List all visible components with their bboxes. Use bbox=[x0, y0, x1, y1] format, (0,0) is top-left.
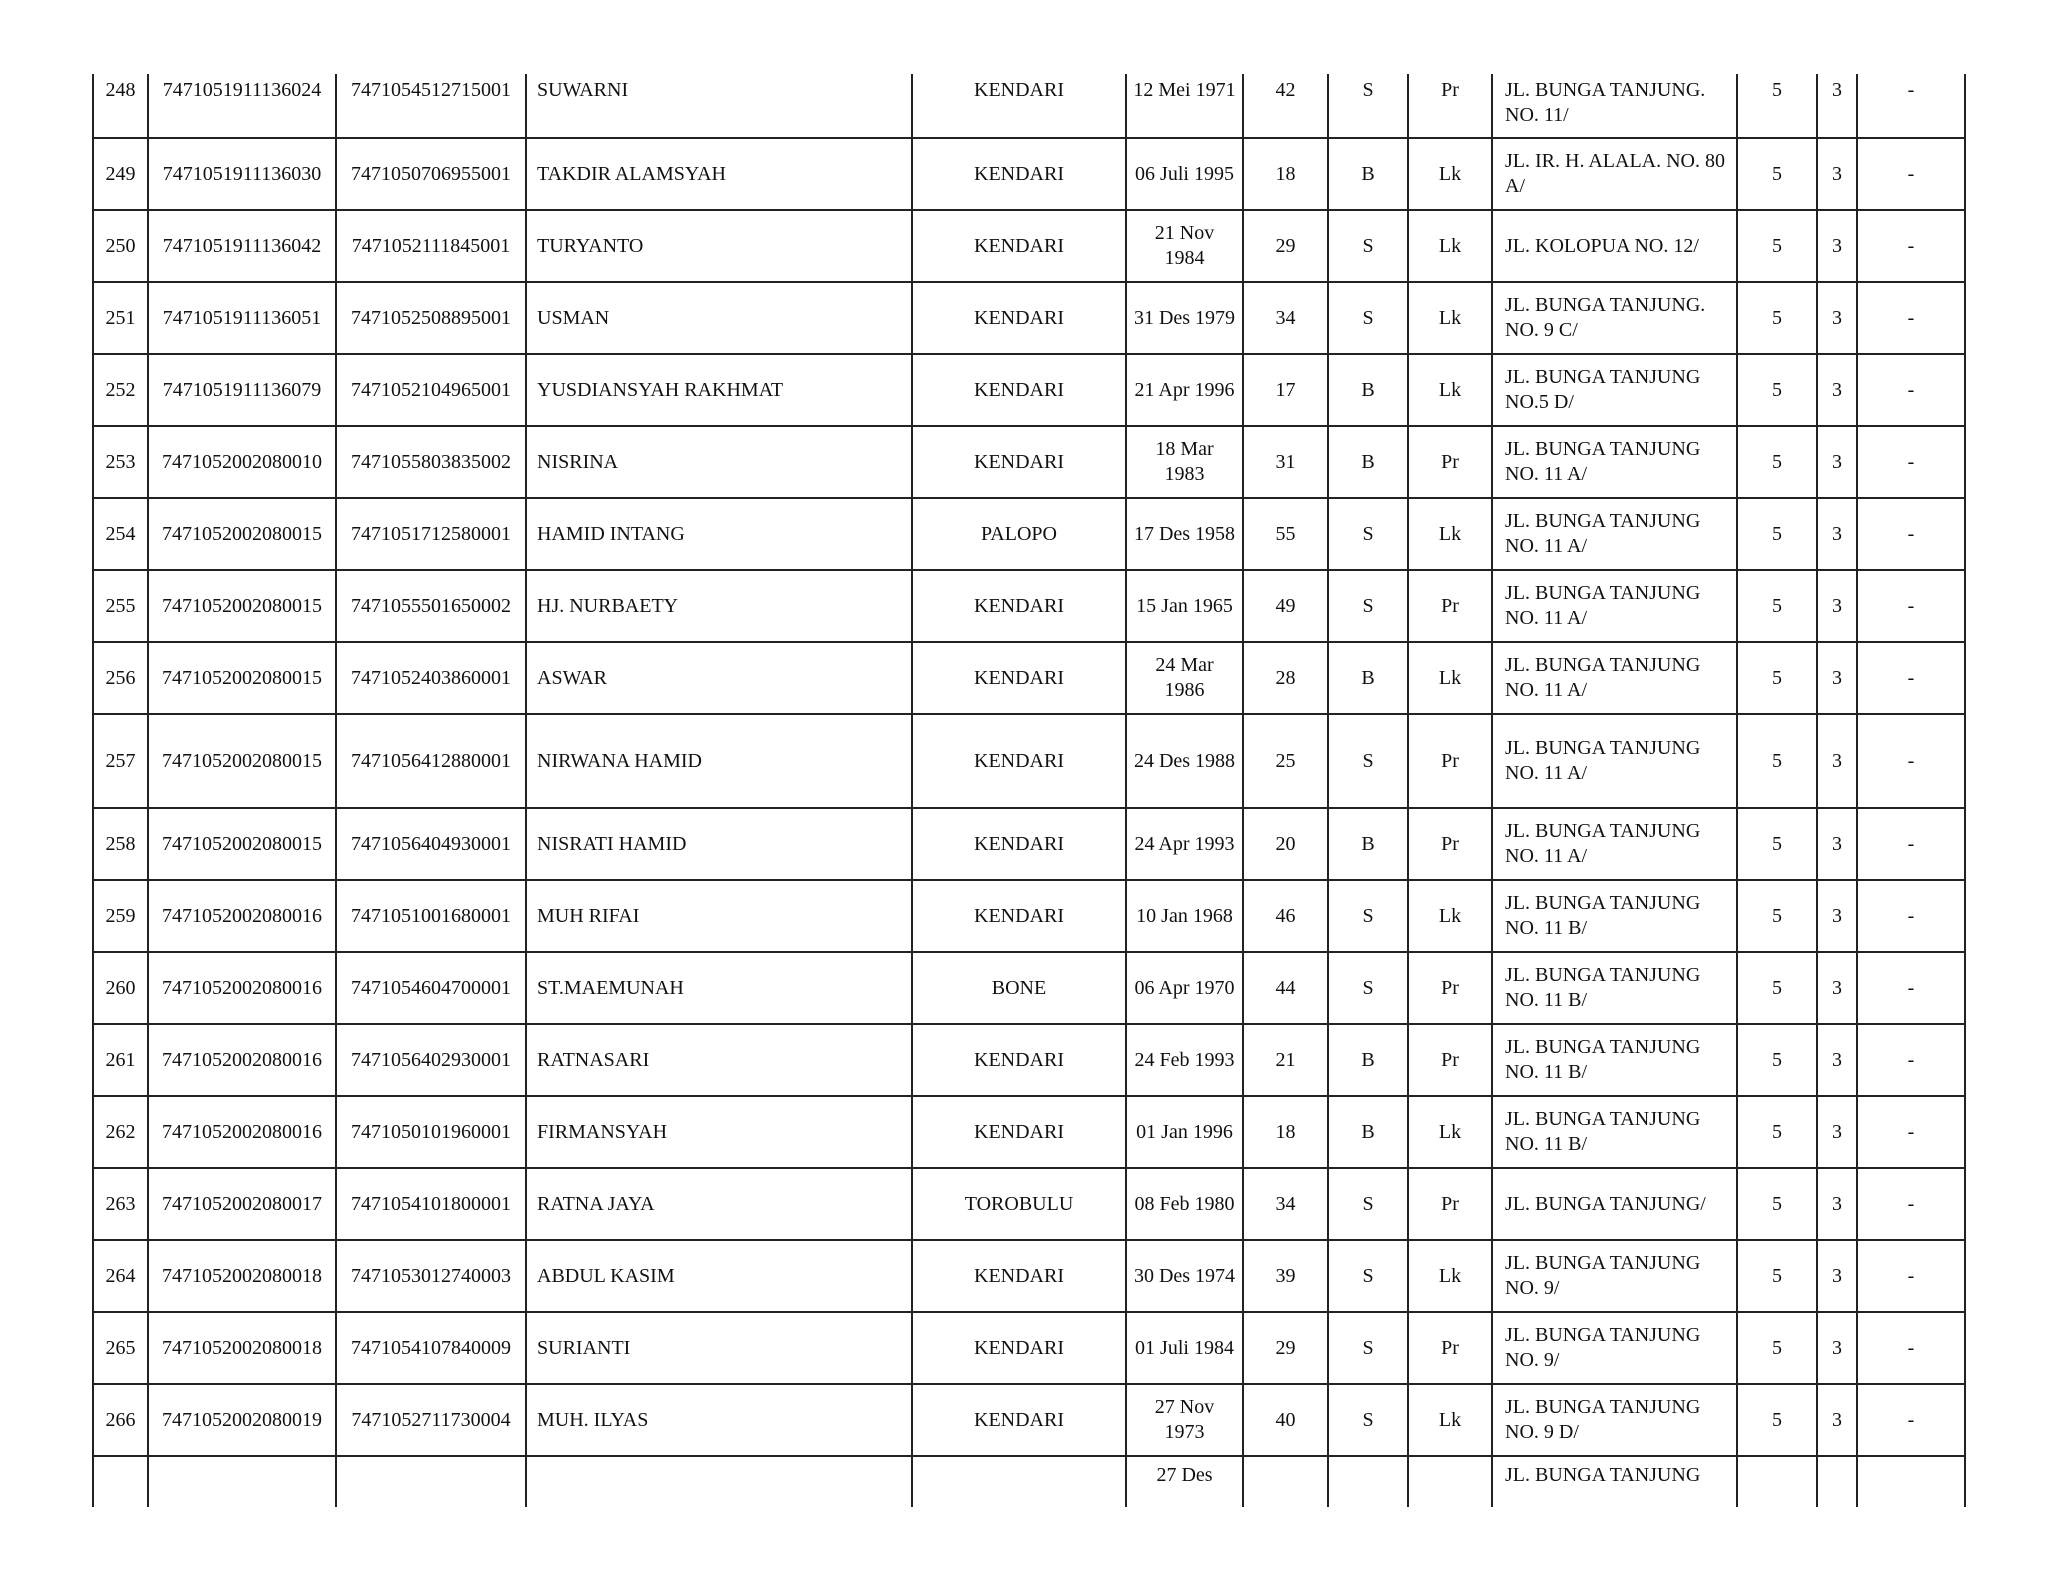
resident-table-page bbox=[92, 74, 1964, 1507]
row-number-cell: 264 bbox=[93, 1240, 148, 1312]
row-number-cell: 256 bbox=[93, 642, 148, 714]
birth-place-cell: KENDARI bbox=[912, 880, 1126, 952]
table-row bbox=[93, 880, 1965, 952]
marital-status-cell: S bbox=[1328, 952, 1408, 1024]
id-number-cell: 7471052711730004 bbox=[336, 1384, 526, 1456]
birth-date-cell: 01 Juli 1984 bbox=[1126, 1312, 1243, 1384]
rt-number-cell: 5 bbox=[1737, 1384, 1817, 1456]
birth-place-cell: KENDARI bbox=[912, 426, 1126, 498]
marital-status-cell: S bbox=[1328, 74, 1408, 138]
table-row bbox=[93, 282, 1965, 354]
marital-status-cell: B bbox=[1328, 426, 1408, 498]
marital-status-cell: B bbox=[1328, 138, 1408, 210]
full-name-cell: ASWAR bbox=[526, 642, 912, 714]
full-name-cell: TAKDIR ALAMSYAH bbox=[526, 138, 912, 210]
address-cell: JL. BUNGA TANJUNG. NO. 11/ bbox=[1492, 74, 1737, 138]
rw-number-cell: 3 bbox=[1817, 1384, 1857, 1456]
address-cell: JL. BUNGA TANJUNG NO. 11 A/ bbox=[1492, 498, 1737, 570]
birth-date-cell: 01 Jan 1996 bbox=[1126, 1096, 1243, 1168]
birth-place-cell: KENDARI bbox=[912, 138, 1126, 210]
birth-date-cell: 24 Feb 1993 bbox=[1126, 1024, 1243, 1096]
sex-cell: Pr bbox=[1408, 570, 1492, 642]
note-cell: - bbox=[1857, 354, 1965, 426]
address-cell: JL. BUNGA TANJUNG NO. 11 B/ bbox=[1492, 1096, 1737, 1168]
address-cell: JL. BUNGA TANJUNG. NO. 9 C/ bbox=[1492, 282, 1737, 354]
note-cell: - bbox=[1857, 714, 1965, 808]
note-cell: - bbox=[1857, 1096, 1965, 1168]
address-cell: JL. KOLOPUA NO. 12/ bbox=[1492, 210, 1737, 282]
family-card-number-cell: 7471052002080017 bbox=[148, 1168, 336, 1240]
age-cell: 20 bbox=[1243, 808, 1328, 880]
family-card-number-cell: 7471052002080016 bbox=[148, 1024, 336, 1096]
marital-status-cell: S bbox=[1328, 1312, 1408, 1384]
sex-cell: Lk bbox=[1408, 1240, 1492, 1312]
row-number-cell: 259 bbox=[93, 880, 148, 952]
sex-cell: Lk bbox=[1408, 498, 1492, 570]
family-card-number-cell: 7471052002080016 bbox=[148, 952, 336, 1024]
table-row bbox=[93, 1240, 1965, 1312]
rt-number-cell: 5 bbox=[1737, 714, 1817, 808]
rt-number-cell: 5 bbox=[1737, 642, 1817, 714]
rw-number-cell: 3 bbox=[1817, 1312, 1857, 1384]
age-cell: 34 bbox=[1243, 282, 1328, 354]
row-number-cell: 258 bbox=[93, 808, 148, 880]
marital-status-cell: B bbox=[1328, 808, 1408, 880]
full-name-cell: RATNA JAYA bbox=[526, 1168, 912, 1240]
rt-number-cell: 5 bbox=[1737, 1024, 1817, 1096]
note-cell: - bbox=[1857, 1312, 1965, 1384]
row-number-cell bbox=[93, 1456, 148, 1507]
rt-number-cell: 5 bbox=[1737, 210, 1817, 282]
note-cell: - bbox=[1857, 1024, 1965, 1096]
table-row bbox=[93, 498, 1965, 570]
age-cell: 28 bbox=[1243, 642, 1328, 714]
rw-number-cell: 3 bbox=[1817, 880, 1857, 952]
sex-cell: Pr bbox=[1408, 952, 1492, 1024]
birth-place-cell: KENDARI bbox=[912, 1312, 1126, 1384]
marital-status-cell: B bbox=[1328, 354, 1408, 426]
rw-number-cell: 3 bbox=[1817, 1240, 1857, 1312]
rt-number-cell: 5 bbox=[1737, 426, 1817, 498]
family-card-number-cell: 7471052002080019 bbox=[148, 1384, 336, 1456]
rw-number-cell: 3 bbox=[1817, 354, 1857, 426]
table-row bbox=[93, 714, 1965, 808]
row-number-cell: 254 bbox=[93, 498, 148, 570]
birth-date-cell: 31 Des 1979 bbox=[1126, 282, 1243, 354]
family-card-number-cell: 7471051911136024 bbox=[148, 74, 336, 138]
note-cell: - bbox=[1857, 1240, 1965, 1312]
sex-cell: Lk bbox=[1408, 1096, 1492, 1168]
id-number-cell: 7471054512715001 bbox=[336, 74, 526, 138]
id-number-cell: 7471054604700001 bbox=[336, 952, 526, 1024]
age-cell: 49 bbox=[1243, 570, 1328, 642]
row-number-cell: 255 bbox=[93, 570, 148, 642]
age-cell: 17 bbox=[1243, 354, 1328, 426]
row-number-cell: 249 bbox=[93, 138, 148, 210]
id-number-cell: 7471052403860001 bbox=[336, 642, 526, 714]
sex-cell: Lk bbox=[1408, 210, 1492, 282]
sex-cell: Lk bbox=[1408, 354, 1492, 426]
address-cell: JL. BUNGA TANJUNG NO. 9/ bbox=[1492, 1240, 1737, 1312]
sex-cell bbox=[1408, 1456, 1492, 1507]
birth-place-cell: TOROBULU bbox=[912, 1168, 1126, 1240]
marital-status-cell: S bbox=[1328, 1240, 1408, 1312]
address-cell: JL. BUNGA TANJUNG NO. 11 A/ bbox=[1492, 808, 1737, 880]
id-number-cell: 7471053012740003 bbox=[336, 1240, 526, 1312]
table-row bbox=[93, 210, 1965, 282]
marital-status-cell: S bbox=[1328, 570, 1408, 642]
marital-status-cell: B bbox=[1328, 1096, 1408, 1168]
row-number-cell: 248 bbox=[93, 74, 148, 138]
family-card-number-cell: 7471051911136079 bbox=[148, 354, 336, 426]
family-card-number-cell: 7471052002080016 bbox=[148, 880, 336, 952]
marital-status-cell bbox=[1328, 1456, 1408, 1507]
birth-date-cell: 27 Nov 1973 bbox=[1126, 1384, 1243, 1456]
rt-number-cell: 5 bbox=[1737, 138, 1817, 210]
address-cell: JL. BUNGA TANJUNG NO. 11 A/ bbox=[1492, 642, 1737, 714]
rt-number-cell: 5 bbox=[1737, 74, 1817, 138]
address-cell: JL. BUNGA TANJUNG NO. 11 A/ bbox=[1492, 714, 1737, 808]
sex-cell: Pr bbox=[1408, 1312, 1492, 1384]
address-cell: JL. BUNGA TANJUNG/ bbox=[1492, 1168, 1737, 1240]
table-row bbox=[93, 1096, 1965, 1168]
rw-number-cell: 3 bbox=[1817, 426, 1857, 498]
id-number-cell: 7471056404930001 bbox=[336, 808, 526, 880]
rt-number-cell: 5 bbox=[1737, 498, 1817, 570]
sex-cell: Pr bbox=[1408, 808, 1492, 880]
rt-number-cell: 5 bbox=[1737, 880, 1817, 952]
note-cell: - bbox=[1857, 570, 1965, 642]
address-cell: JL. IR. H. ALALA. NO. 80 A/ bbox=[1492, 138, 1737, 210]
birth-date-cell: 15 Jan 1965 bbox=[1126, 570, 1243, 642]
address-cell: JL. BUNGA TANJUNG NO. 11 B/ bbox=[1492, 1024, 1737, 1096]
birth-date-cell: 06 Apr 1970 bbox=[1126, 952, 1243, 1024]
table-row bbox=[93, 1024, 1965, 1096]
note-cell: - bbox=[1857, 642, 1965, 714]
row-number-cell: 250 bbox=[93, 210, 148, 282]
rt-number-cell: 5 bbox=[1737, 354, 1817, 426]
rt-number-cell: 5 bbox=[1737, 808, 1817, 880]
full-name-cell: SURIANTI bbox=[526, 1312, 912, 1384]
address-cell: JL. BUNGA TANJUNG NO. 11 A/ bbox=[1492, 426, 1737, 498]
birth-place-cell: KENDARI bbox=[912, 74, 1126, 138]
id-number-cell: 7471051712580001 bbox=[336, 498, 526, 570]
rw-number-cell: 3 bbox=[1817, 282, 1857, 354]
age-cell: 29 bbox=[1243, 210, 1328, 282]
marital-status-cell: S bbox=[1328, 714, 1408, 808]
note-cell: - bbox=[1857, 210, 1965, 282]
sex-cell: Lk bbox=[1408, 1384, 1492, 1456]
rw-number-cell: 3 bbox=[1817, 1096, 1857, 1168]
note-cell: - bbox=[1857, 880, 1965, 952]
age-cell: 40 bbox=[1243, 1384, 1328, 1456]
family-card-number-cell: 7471052002080010 bbox=[148, 426, 336, 498]
birth-place-cell: KENDARI bbox=[912, 1096, 1126, 1168]
full-name-cell: YUSDIANSYAH RAKHMAT bbox=[526, 354, 912, 426]
row-number-cell: 260 bbox=[93, 952, 148, 1024]
rw-number-cell: 3 bbox=[1817, 74, 1857, 138]
birth-date-cell: 24 Mar 1986 bbox=[1126, 642, 1243, 714]
note-cell: - bbox=[1857, 282, 1965, 354]
family-card-number-cell: 7471051911136030 bbox=[148, 138, 336, 210]
age-cell: 34 bbox=[1243, 1168, 1328, 1240]
note-cell: - bbox=[1857, 808, 1965, 880]
birth-place-cell: KENDARI bbox=[912, 1240, 1126, 1312]
address-cell: JL. BUNGA TANJUNG NO.5 D/ bbox=[1492, 354, 1737, 426]
rw-number-cell: 3 bbox=[1817, 714, 1857, 808]
family-card-number-cell: 7471051911136051 bbox=[148, 282, 336, 354]
table-row bbox=[93, 1168, 1965, 1240]
table-row-partial bbox=[93, 1456, 1965, 1507]
resident-table bbox=[92, 74, 1966, 1507]
sex-cell: Lk bbox=[1408, 282, 1492, 354]
full-name-cell: ST.MAEMUNAH bbox=[526, 952, 912, 1024]
table-row bbox=[93, 354, 1965, 426]
age-cell: 18 bbox=[1243, 138, 1328, 210]
age-cell: 46 bbox=[1243, 880, 1328, 952]
rt-number-cell: 5 bbox=[1737, 1240, 1817, 1312]
birth-date-cell: 24 Des 1988 bbox=[1126, 714, 1243, 808]
birth-place-cell: KENDARI bbox=[912, 282, 1126, 354]
marital-status-cell: S bbox=[1328, 1384, 1408, 1456]
full-name-cell: ABDUL KASIM bbox=[526, 1240, 912, 1312]
rt-number-cell: 5 bbox=[1737, 1168, 1817, 1240]
row-number-cell: 251 bbox=[93, 282, 148, 354]
address-cell: JL. BUNGA TANJUNG NO. 11 B/ bbox=[1492, 952, 1737, 1024]
rt-number-cell: 5 bbox=[1737, 952, 1817, 1024]
table-row bbox=[93, 642, 1965, 714]
id-number-cell: 7471056412880001 bbox=[336, 714, 526, 808]
note-cell: - bbox=[1857, 1168, 1965, 1240]
row-number-cell: 263 bbox=[93, 1168, 148, 1240]
table-row bbox=[93, 74, 1965, 138]
marital-status-cell: S bbox=[1328, 880, 1408, 952]
birth-place-cell: KENDARI bbox=[912, 714, 1126, 808]
rw-number-cell bbox=[1817, 1456, 1857, 1507]
family-card-number-cell: 7471052002080015 bbox=[148, 570, 336, 642]
row-number-cell: 266 bbox=[93, 1384, 148, 1456]
table-row bbox=[93, 138, 1965, 210]
marital-status-cell: B bbox=[1328, 642, 1408, 714]
age-cell: 21 bbox=[1243, 1024, 1328, 1096]
table-row bbox=[93, 1384, 1965, 1456]
age-cell bbox=[1243, 1456, 1328, 1507]
rw-number-cell: 3 bbox=[1817, 642, 1857, 714]
marital-status-cell: S bbox=[1328, 210, 1408, 282]
age-cell: 25 bbox=[1243, 714, 1328, 808]
rw-number-cell: 3 bbox=[1817, 210, 1857, 282]
family-card-number-cell: 7471052002080018 bbox=[148, 1240, 336, 1312]
note-cell: - bbox=[1857, 1384, 1965, 1456]
id-number-cell: 7471050101960001 bbox=[336, 1096, 526, 1168]
id-number-cell: 7471056402930001 bbox=[336, 1024, 526, 1096]
address-cell: JL. BUNGA TANJUNG NO. 11 B/ bbox=[1492, 880, 1737, 952]
id-number-cell: 7471055501650002 bbox=[336, 570, 526, 642]
sex-cell: Pr bbox=[1408, 426, 1492, 498]
full-name-cell: HJ. NURBAETY bbox=[526, 570, 912, 642]
rw-number-cell: 3 bbox=[1817, 1168, 1857, 1240]
family-card-number-cell: 7471051911136042 bbox=[148, 210, 336, 282]
table-row bbox=[93, 426, 1965, 498]
rw-number-cell: 3 bbox=[1817, 498, 1857, 570]
birth-place-cell: KENDARI bbox=[912, 354, 1126, 426]
birth-date-cell: 10 Jan 1968 bbox=[1126, 880, 1243, 952]
table-row bbox=[93, 570, 1965, 642]
rt-number-cell: 5 bbox=[1737, 282, 1817, 354]
table-body bbox=[93, 74, 1965, 1507]
id-number-cell: 7471055803835002 bbox=[336, 426, 526, 498]
family-card-number-cell bbox=[148, 1456, 336, 1507]
birth-place-cell: BONE bbox=[912, 952, 1126, 1024]
sex-cell: Lk bbox=[1408, 642, 1492, 714]
birth-date-cell: 21 Apr 1996 bbox=[1126, 354, 1243, 426]
full-name-cell: NISRINA bbox=[526, 426, 912, 498]
family-card-number-cell: 7471052002080015 bbox=[148, 498, 336, 570]
table-row bbox=[93, 952, 1965, 1024]
full-name-cell: USMAN bbox=[526, 282, 912, 354]
full-name-cell: NIRWANA HAMID bbox=[526, 714, 912, 808]
sex-cell: Pr bbox=[1408, 714, 1492, 808]
full-name-cell: SUWARNI bbox=[526, 74, 912, 138]
rt-number-cell: 5 bbox=[1737, 570, 1817, 642]
marital-status-cell: S bbox=[1328, 282, 1408, 354]
marital-status-cell: B bbox=[1328, 1024, 1408, 1096]
age-cell: 31 bbox=[1243, 426, 1328, 498]
age-cell: 39 bbox=[1243, 1240, 1328, 1312]
birth-date-cell: 21 Nov 1984 bbox=[1126, 210, 1243, 282]
rw-number-cell: 3 bbox=[1817, 808, 1857, 880]
birth-date-cell: 27 Des bbox=[1126, 1456, 1243, 1507]
birth-date-cell: 08 Feb 1980 bbox=[1126, 1168, 1243, 1240]
birth-place-cell: PALOPO bbox=[912, 498, 1126, 570]
rw-number-cell: 3 bbox=[1817, 138, 1857, 210]
full-name-cell: MUH. ILYAS bbox=[526, 1384, 912, 1456]
age-cell: 55 bbox=[1243, 498, 1328, 570]
address-cell: JL. BUNGA TANJUNG NO. 11 A/ bbox=[1492, 570, 1737, 642]
row-number-cell: 261 bbox=[93, 1024, 148, 1096]
birth-date-cell: 30 Des 1974 bbox=[1126, 1240, 1243, 1312]
rt-number-cell: 5 bbox=[1737, 1312, 1817, 1384]
id-number-cell: 7471051001680001 bbox=[336, 880, 526, 952]
full-name-cell: RATNASARI bbox=[526, 1024, 912, 1096]
full-name-cell: MUH RIFAI bbox=[526, 880, 912, 952]
sex-cell: Pr bbox=[1408, 1024, 1492, 1096]
birth-date-cell: 18 Mar 1983 bbox=[1126, 426, 1243, 498]
note-cell: - bbox=[1857, 498, 1965, 570]
note-cell bbox=[1857, 1456, 1965, 1507]
id-number-cell: 7471052508895001 bbox=[336, 282, 526, 354]
age-cell: 18 bbox=[1243, 1096, 1328, 1168]
note-cell: - bbox=[1857, 74, 1965, 138]
id-number-cell: 7471054101800001 bbox=[336, 1168, 526, 1240]
note-cell: - bbox=[1857, 952, 1965, 1024]
birth-date-cell: 06 Juli 1995 bbox=[1126, 138, 1243, 210]
row-number-cell: 253 bbox=[93, 426, 148, 498]
family-card-number-cell: 7471052002080015 bbox=[148, 642, 336, 714]
rw-number-cell: 3 bbox=[1817, 1024, 1857, 1096]
table-row bbox=[93, 808, 1965, 880]
sex-cell: Lk bbox=[1408, 138, 1492, 210]
id-number-cell: 7471052111845001 bbox=[336, 210, 526, 282]
birth-place-cell: KENDARI bbox=[912, 1024, 1126, 1096]
marital-status-cell: S bbox=[1328, 1168, 1408, 1240]
row-number-cell: 252 bbox=[93, 354, 148, 426]
sex-cell: Pr bbox=[1408, 74, 1492, 138]
row-number-cell: 262 bbox=[93, 1096, 148, 1168]
full-name-cell: NISRATI HAMID bbox=[526, 808, 912, 880]
row-number-cell: 257 bbox=[93, 714, 148, 808]
age-cell: 29 bbox=[1243, 1312, 1328, 1384]
family-card-number-cell: 7471052002080015 bbox=[148, 714, 336, 808]
table-row bbox=[93, 1312, 1965, 1384]
id-number-cell: 7471050706955001 bbox=[336, 138, 526, 210]
rt-number-cell bbox=[1737, 1456, 1817, 1507]
sex-cell: Lk bbox=[1408, 880, 1492, 952]
rw-number-cell: 3 bbox=[1817, 952, 1857, 1024]
full-name-cell: FIRMANSYAH bbox=[526, 1096, 912, 1168]
full-name-cell bbox=[526, 1456, 912, 1507]
family-card-number-cell: 7471052002080015 bbox=[148, 808, 336, 880]
family-card-number-cell: 7471052002080016 bbox=[148, 1096, 336, 1168]
note-cell: - bbox=[1857, 426, 1965, 498]
sex-cell: Pr bbox=[1408, 1168, 1492, 1240]
birth-date-cell: 24 Apr 1993 bbox=[1126, 808, 1243, 880]
age-cell: 42 bbox=[1243, 74, 1328, 138]
birth-date-cell: 12 Mei 1971 bbox=[1126, 74, 1243, 138]
full-name-cell: HAMID INTANG bbox=[526, 498, 912, 570]
birth-place-cell: KENDARI bbox=[912, 1384, 1126, 1456]
birth-place-cell: KENDARI bbox=[912, 808, 1126, 880]
marital-status-cell: S bbox=[1328, 498, 1408, 570]
birth-date-cell: 17 Des 1958 bbox=[1126, 498, 1243, 570]
id-number-cell: 7471052104965001 bbox=[336, 354, 526, 426]
birth-place-cell bbox=[912, 1456, 1126, 1507]
id-number-cell: 7471054107840009 bbox=[336, 1312, 526, 1384]
id-number-cell bbox=[336, 1456, 526, 1507]
birth-place-cell: KENDARI bbox=[912, 642, 1126, 714]
full-name-cell: TURYANTO bbox=[526, 210, 912, 282]
note-cell: - bbox=[1857, 138, 1965, 210]
address-cell: JL. BUNGA TANJUNG bbox=[1492, 1456, 1737, 1507]
address-cell: JL. BUNGA TANJUNG NO. 9/ bbox=[1492, 1312, 1737, 1384]
birth-place-cell: KENDARI bbox=[912, 210, 1126, 282]
rt-number-cell: 5 bbox=[1737, 1096, 1817, 1168]
address-cell: JL. BUNGA TANJUNG NO. 9 D/ bbox=[1492, 1384, 1737, 1456]
row-number-cell: 265 bbox=[93, 1312, 148, 1384]
rw-number-cell: 3 bbox=[1817, 570, 1857, 642]
birth-place-cell: KENDARI bbox=[912, 570, 1126, 642]
family-card-number-cell: 7471052002080018 bbox=[148, 1312, 336, 1384]
age-cell: 44 bbox=[1243, 952, 1328, 1024]
